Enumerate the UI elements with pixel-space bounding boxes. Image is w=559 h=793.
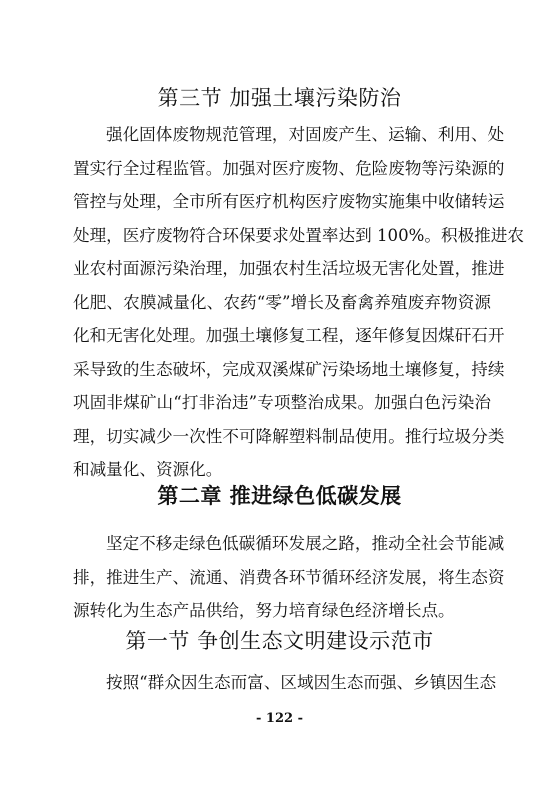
paragraph-line: 排，推进生产、流通、消费各环节循环经济发展，将生态资 bbox=[73, 567, 505, 587]
paragraph-line: 业农村面源污染治理，加强农村生活垃圾无害化处置，推进 bbox=[73, 259, 505, 278]
body-paragraph bbox=[73, 118, 524, 487]
section-heading: 第一节 争创生态文明建设示范市 bbox=[125, 629, 434, 653]
paragraph-line: 化和无害化处理。加强土壤修复工程，逐年修复因煤矸石开 bbox=[73, 326, 505, 345]
paragraph-line: 理，切实减少一次性不可降解塑料制品使用。推行垃圾分类 bbox=[73, 426, 505, 446]
paragraph-line: 巩固非煤矿山“打非治违”专项整治成果。加强白色污染治 bbox=[73, 393, 491, 412]
paragraph-line: 置实行全过程监管。加强对医疗废物、危险废物等污染源的 bbox=[73, 158, 505, 178]
paragraph-line: 强化固体废物规范管理，对固废产生、运输、利用、处 bbox=[106, 125, 505, 144]
paragraph-line: 按照“群众因生态而富、区域因生态而强、乡镇因生态 bbox=[106, 673, 497, 692]
paragraph-line: 处理，医疗废物符合环保要求处置率达到 100%。积极推进农 bbox=[73, 225, 524, 245]
body-paragraph bbox=[73, 527, 505, 628]
paragraph-line: 采导致的生态破坏，完成双溪煤矿污染场地土壤修复，持续 bbox=[73, 359, 505, 379]
paragraph-line: 化肥、农膜减量化、农药“零”增长及畜禽养殖废弃物资源 bbox=[73, 292, 491, 312]
page-number: - 122 - bbox=[256, 711, 303, 726]
paragraph-line: 坚定不移走绿色低碳循环发展之路，推动全社会节能减 bbox=[106, 534, 505, 553]
chapter-heading: 第二章 推进绿色低碳发展 bbox=[157, 484, 402, 508]
section-heading: 第三节 加强土壤污染防治 bbox=[157, 86, 402, 110]
paragraph-line: 管控与处理，全市所有医疗机构医疗废物实施集中收储转运 bbox=[73, 192, 505, 211]
paragraph-line: 源转化为生态产品供给，努力培育绿色经济增长点。 bbox=[73, 601, 455, 620]
paragraph-line: 和减量化、资源化。 bbox=[73, 460, 223, 479]
body-paragraph bbox=[73, 666, 497, 700]
